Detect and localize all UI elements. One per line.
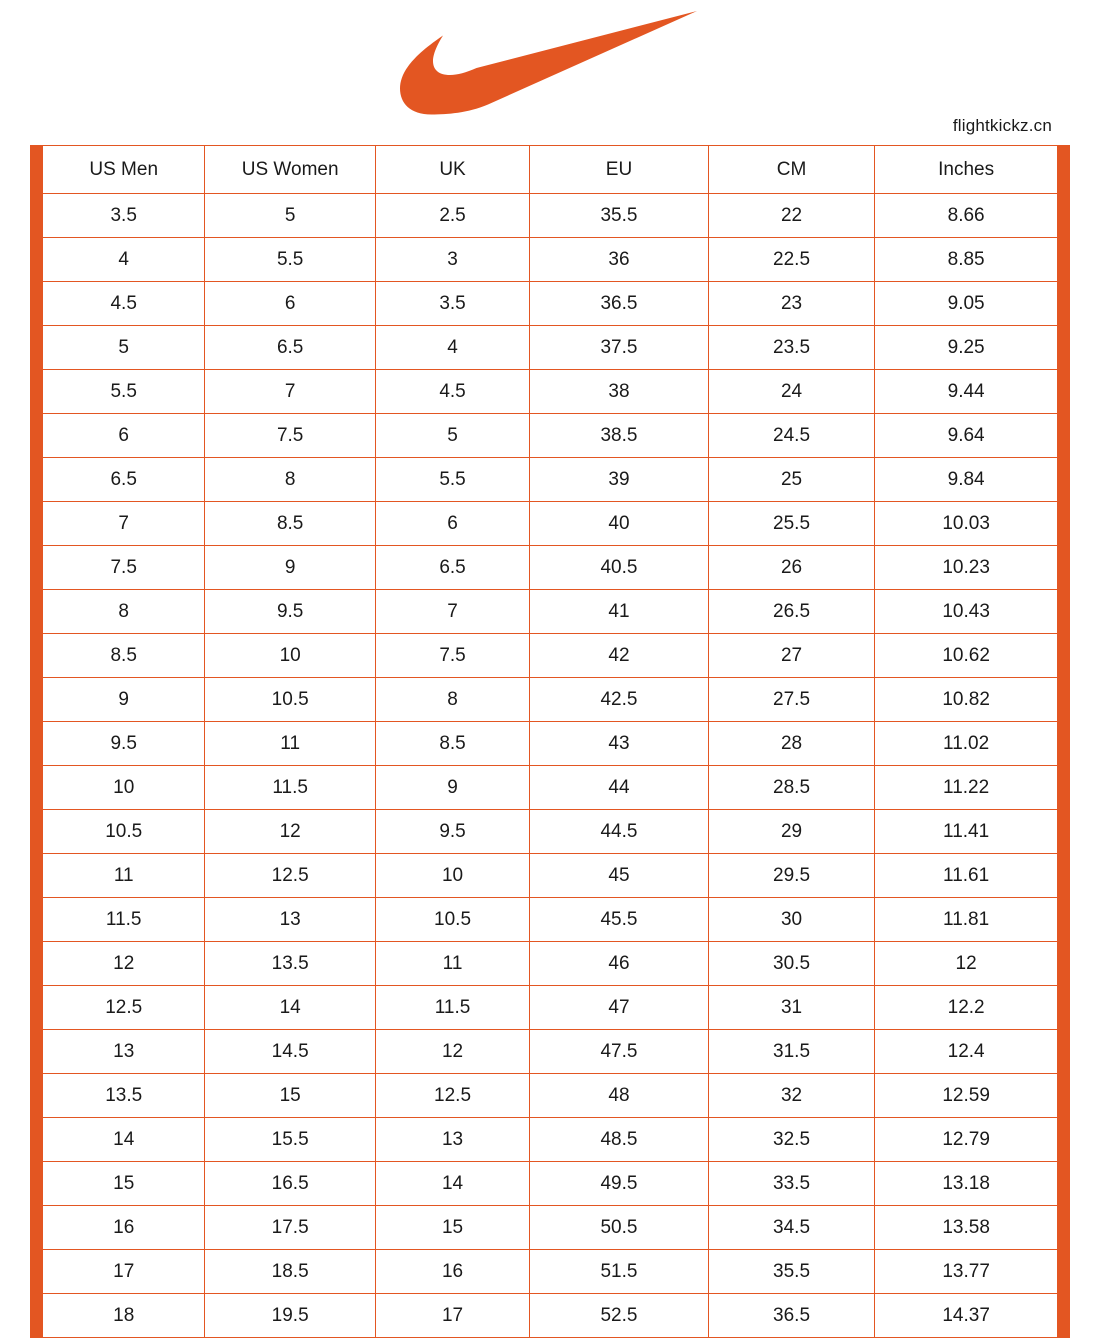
table-cell: 11.5 [43,898,205,942]
table-cell: 10.62 [875,634,1058,678]
table-cell: 13.18 [875,1162,1058,1206]
table-row [43,194,1058,238]
table-cell: 50.5 [530,1206,709,1250]
table-cell: 11.81 [875,898,1058,942]
table-row [43,590,1058,634]
column-header: CM [708,146,874,194]
table-cell: 13.77 [875,1250,1058,1294]
table-row [43,986,1058,1030]
table-cell: 40.5 [530,546,709,590]
table-cell: 41 [530,590,709,634]
table-cell: 14.5 [205,1030,376,1074]
table-cell: 43 [530,722,709,766]
table-cell: 9.5 [375,810,529,854]
table-cell: 13.5 [43,1074,205,1118]
table-cell: 12.2 [875,986,1058,1030]
table-cell: 52.5 [530,1294,709,1338]
table-cell: 13 [43,1030,205,1074]
table-row [43,1030,1058,1074]
table-cell: 3.5 [43,194,205,238]
table-cell: 11.22 [875,766,1058,810]
table-cell: 5.5 [43,370,205,414]
table-row [43,458,1058,502]
table-cell: 11.5 [375,986,529,1030]
table-cell: 25 [708,458,874,502]
table-cell: 6 [43,414,205,458]
table-cell: 28.5 [708,766,874,810]
table-cell: 8.5 [43,634,205,678]
table-cell: 6.5 [375,546,529,590]
table-cell: 11.02 [875,722,1058,766]
table-cell: 8.5 [205,502,376,546]
table-cell: 17 [375,1294,529,1338]
table-cell: 11.41 [875,810,1058,854]
table-cell: 4 [375,326,529,370]
table-cell: 7 [375,590,529,634]
table-cell: 9 [205,546,376,590]
table-cell: 8.85 [875,238,1058,282]
table-cell: 10.82 [875,678,1058,722]
table-cell: 27.5 [708,678,874,722]
column-header: Inches [875,146,1058,194]
table-cell: 9.84 [875,458,1058,502]
table-cell: 8.5 [375,722,529,766]
table-cell: 27 [708,634,874,678]
table-cell: 29 [708,810,874,854]
table-cell: 5 [375,414,529,458]
table-cell: 9.64 [875,414,1058,458]
table-cell: 3 [375,238,529,282]
watermark-text: flightkickz.cn [952,116,1052,135]
table-cell: 28 [708,722,874,766]
table-cell: 17 [43,1250,205,1294]
table-cell: 35.5 [530,194,709,238]
table-cell: 6 [375,502,529,546]
table-row [43,1118,1058,1162]
table-cell: 7.5 [205,414,376,458]
table-row [43,634,1058,678]
table-cell: 7.5 [375,634,529,678]
table-cell: 16 [375,1250,529,1294]
table-cell: 23 [708,282,874,326]
table-cell: 32.5 [708,1118,874,1162]
table-cell: 48.5 [530,1118,709,1162]
table-cell: 12 [375,1030,529,1074]
table-cell: 16 [43,1206,205,1250]
table-cell: 47.5 [530,1030,709,1074]
table-row [43,942,1058,986]
table-cell: 26.5 [708,590,874,634]
table-cell: 4.5 [43,282,205,326]
table-cell: 30 [708,898,874,942]
table-cell: 13.58 [875,1206,1058,1250]
table-cell: 19.5 [205,1294,376,1338]
table-cell: 36.5 [530,282,709,326]
table-cell: 44.5 [530,810,709,854]
table-cell: 15 [205,1074,376,1118]
nike-swoosh-icon [400,11,700,119]
table-row [43,766,1058,810]
table-cell: 34.5 [708,1206,874,1250]
table-cell: 7 [43,502,205,546]
table-cell: 18 [43,1294,205,1338]
table-row [43,722,1058,766]
table-cell: 14.37 [875,1294,1058,1338]
table-cell: 10.5 [375,898,529,942]
table-row [43,502,1058,546]
table-row [43,810,1058,854]
table-cell: 38.5 [530,414,709,458]
table-cell: 51.5 [530,1250,709,1294]
table-cell: 14 [205,986,376,1030]
table-cell: 14 [43,1118,205,1162]
table-cell: 9.5 [205,590,376,634]
table-cell: 25.5 [708,502,874,546]
table-cell: 7.5 [43,546,205,590]
table-cell: 5.5 [375,458,529,502]
table-cell: 6 [205,282,376,326]
table-cell: 9 [43,678,205,722]
table-cell: 35.5 [708,1250,874,1294]
table-cell: 38 [530,370,709,414]
table-cell: 5.5 [205,238,376,282]
table-row [43,1294,1058,1338]
table-cell: 42 [530,634,709,678]
table-cell: 10 [43,766,205,810]
table-row [43,898,1058,942]
table-cell: 36.5 [708,1294,874,1338]
size-chart-table [42,145,1058,1338]
table-cell: 9.5 [43,722,205,766]
table-cell: 9.05 [875,282,1058,326]
table-cell: 47 [530,986,709,1030]
table-cell: 29.5 [708,854,874,898]
table-cell: 46 [530,942,709,986]
table-cell: 22 [708,194,874,238]
table-cell: 14 [375,1162,529,1206]
table-row [43,238,1058,282]
table-row [43,370,1058,414]
table-cell: 31.5 [708,1030,874,1074]
table-cell: 6.5 [205,326,376,370]
column-header: US Men [43,146,205,194]
table-cell: 11.5 [205,766,376,810]
table-header-row [43,146,1058,194]
table-cell: 9 [375,766,529,810]
table-cell: 11.61 [875,854,1058,898]
table-cell: 42.5 [530,678,709,722]
table-cell: 36 [530,238,709,282]
column-header: EU [530,146,709,194]
table-cell: 11 [375,942,529,986]
table-cell: 12.79 [875,1118,1058,1162]
column-header: UK [375,146,529,194]
table-cell: 15.5 [205,1118,376,1162]
table-cell: 12 [205,810,376,854]
table-cell: 15 [43,1162,205,1206]
table-cell: 12 [43,942,205,986]
table-cell: 5 [43,326,205,370]
table-cell: 12.5 [375,1074,529,1118]
table-row [43,282,1058,326]
table-cell: 7 [205,370,376,414]
table-row [43,1206,1058,1250]
table-cell: 16.5 [205,1162,376,1206]
table-body [43,194,1058,1338]
table-cell: 32 [708,1074,874,1118]
table-cell: 9.25 [875,326,1058,370]
table-row [43,678,1058,722]
table-cell: 12.5 [43,986,205,1030]
table-cell: 13 [375,1118,529,1162]
table-cell: 40 [530,502,709,546]
table-cell: 12.59 [875,1074,1058,1118]
table-cell: 10 [375,854,529,898]
table-cell: 48 [530,1074,709,1118]
table-cell: 4 [43,238,205,282]
table-row [43,1250,1058,1294]
table-cell: 33.5 [708,1162,874,1206]
table-row [43,1162,1058,1206]
table-cell: 8 [375,678,529,722]
table-cell: 8.66 [875,194,1058,238]
brand-logo-container [0,0,1100,120]
table-cell: 10.5 [205,678,376,722]
table-cell: 11 [205,722,376,766]
table-cell: 30.5 [708,942,874,986]
table-cell: 45.5 [530,898,709,942]
table-cell: 49.5 [530,1162,709,1206]
table-cell: 4.5 [375,370,529,414]
table-cell: 22.5 [708,238,874,282]
table-cell: 13 [205,898,376,942]
table-cell: 17.5 [205,1206,376,1250]
table-row [43,546,1058,590]
table-cell: 6.5 [43,458,205,502]
table-cell: 5 [205,194,376,238]
table-row [43,326,1058,370]
table-cell: 3.5 [375,282,529,326]
table-cell: 10 [205,634,376,678]
table-cell: 44 [530,766,709,810]
table-cell: 37.5 [530,326,709,370]
table-cell: 10.23 [875,546,1058,590]
table-cell: 12.5 [205,854,376,898]
table-cell: 11 [43,854,205,898]
table-cell: 45 [530,854,709,898]
table-cell: 12 [875,942,1058,986]
table-cell: 10.43 [875,590,1058,634]
table-cell: 10.5 [43,810,205,854]
size-chart-table-container [30,145,1070,1338]
table-cell: 8 [205,458,376,502]
table-row [43,854,1058,898]
table-cell: 13.5 [205,942,376,986]
table-row [43,1074,1058,1118]
table-cell: 18.5 [205,1250,376,1294]
table-cell: 10.03 [875,502,1058,546]
table-cell: 12.4 [875,1030,1058,1074]
table-cell: 24 [708,370,874,414]
table-cell: 15 [375,1206,529,1250]
table-row [43,414,1058,458]
table-cell: 39 [530,458,709,502]
table-cell: 9.44 [875,370,1058,414]
table-cell: 26 [708,546,874,590]
table-cell: 24.5 [708,414,874,458]
table-cell: 8 [43,590,205,634]
table-cell: 2.5 [375,194,529,238]
column-header: US Women [205,146,376,194]
table-cell: 23.5 [708,326,874,370]
table-cell: 31 [708,986,874,1030]
